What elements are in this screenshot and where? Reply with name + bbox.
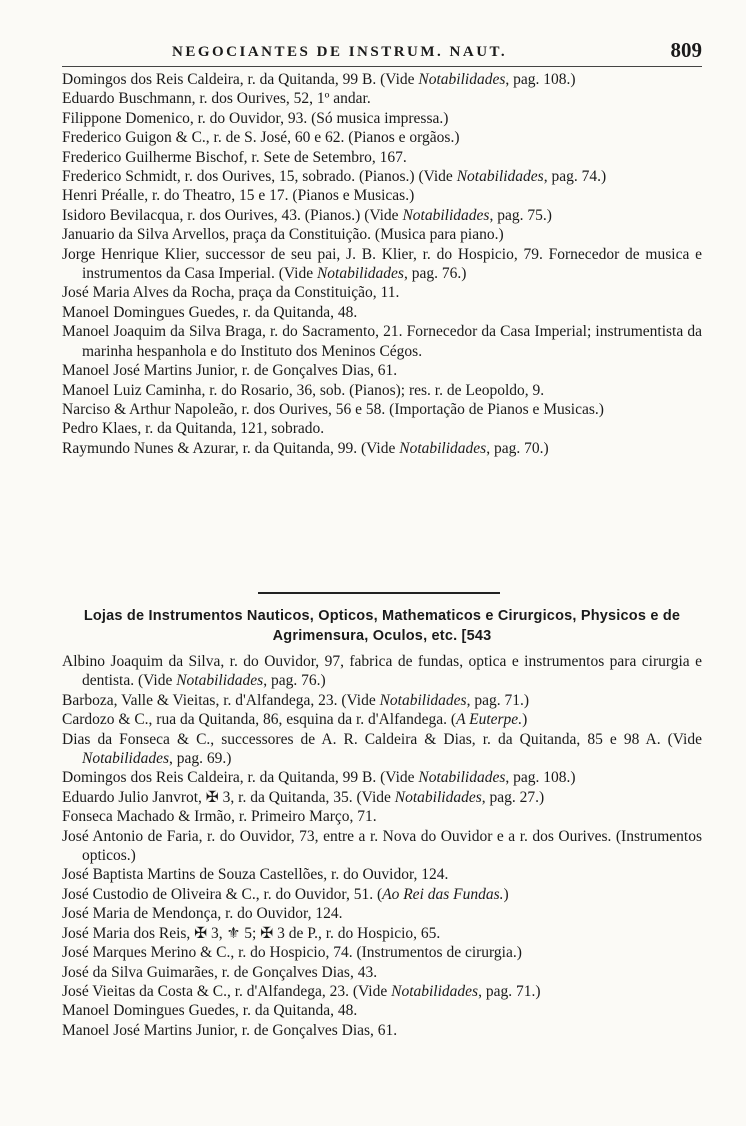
directory-entry: José Marques Merino & C., r. do Hospicio, 74. (Instrumentos de cirurgia.) <box>62 944 522 962</box>
directory-entry: Eduardo Buschmann, r. dos Ourives, 52, 1º andar. <box>62 90 371 108</box>
directory-entry: Manoel Domingues Guedes, r. da Quitanda, 48. <box>62 1002 358 1020</box>
directory-entry: Frederico Guilherme Bischof, r. Sete de Setembro, 167. <box>62 148 407 166</box>
directory-entry: José Vieitas da Costa & C., r. d'Alfandega, 23. (Vide Notabilidades, pag. 71.) <box>62 982 541 1000</box>
directory-entry: Jorge Henrique Klier, successor de seu pai, J. B. Klier, r. do Hospicio, 79. Fornecedor de musica e instrumentos da Casa Imperial. (Vide Notabilidades, pag. 76.) <box>62 245 702 283</box>
directory-entry: Frederico Guigon & C., r. de S. José, 60 e 62. (Pianos e orgãos.) <box>62 129 460 147</box>
directory-entry: José Maria dos Reis, ✠ 3, ⚜ 5; ✠ 3 de P., r. do Hospicio, 65. <box>62 924 441 942</box>
directory-entry: José Maria Alves da Rocha, praça da Constituição, 11. <box>62 284 400 302</box>
directory-entry: Narciso & Arthur Napoleão, r. dos Ourives, 56 e 58. (Importação de Pianos e Musicas.) <box>62 400 604 418</box>
directory-entry: Pedro Klaes, r. da Quitanda, 121, sobrado. <box>62 420 325 438</box>
entry-list-instrument-shops <box>62 652 702 1040</box>
section-heading: Lojas de Instrumentos Nauticos, Opticos, Mathematicos e Cirurgicos, Physicos e de Agrimensura, Oculos, etc. [543 <box>83 608 681 644</box>
page-header <box>60 38 702 68</box>
directory-entry: Manoel Luiz Caminha, r. do Rosario, 36, sob. (Pianos); res. r. de Leopoldo, 9. <box>62 381 545 399</box>
directory-entry: Albino Joaquim da Silva, r. do Ouvidor, 97, fabrica de fundas, optica e instrumentos para cirurgia e dentista. (Vide Notabilidades, pag. 76.) <box>62 653 702 690</box>
directory-entry: Raymundo Nunes & Azurar, r. da Quitanda, 99. (Vide Notabilidades, pag. 70.) <box>62 439 549 457</box>
directory-entry: Manoel José Martins Junior, r. de Gonçalves Dias, 61. <box>62 362 398 380</box>
directory-entry: Frederico Schmidt, r. dos Ourives, 15, sobrado. (Pianos.) (Vide Notabilidades, pag. 74.) <box>62 168 607 186</box>
directory-entry: José Maria de Mendonça, r. do Ouvidor, 124. <box>62 905 343 923</box>
directory-entry: Cardozo & C., rua da Quitanda, 86, esquina da r. d'Alfandega. (A Euterpe.) <box>62 711 528 729</box>
directory-entry: Domingos dos Reis Caldeira, r. da Quitanda, 99 B. (Vide Notabilidades, pag. 108.) <box>62 769 576 787</box>
directory-entry: Manoel Joaquim da Silva Braga, r. do Sacramento, 21. Fornecedor da Casa Imperial; instrumentista da marinha hespanhola e do Instituto dos Meninos Cégos. <box>62 323 702 360</box>
directory-entry: José Baptista Martins de Souza Castellões, r. do Ouvidor, 124. <box>62 866 449 884</box>
directory-entry: Domingos dos Reis Caldeira, r. da Quitanda, 99 B. (Vide Notabilidades, pag. 108.) <box>62 71 576 88</box>
directory-entry: Henri Préalle, r. do Theatro, 15 e 17. (Pianos e Musicas.) <box>62 187 415 205</box>
directory-entry: Fonseca Machado & Irmão, r. Primeiro Março, 71. <box>62 808 377 826</box>
directory-entry: Manoel José Martins Junior, r. de Gonçalves Dias, 61. <box>62 1021 398 1039</box>
directory-entry: Filippone Domenico, r. do Ouvidor, 93. (Só musica impressa.) <box>62 109 449 127</box>
directory-entry: Januario da Silva Arvellos, praça da Constituição. (Musica para piano.) <box>62 226 504 244</box>
directory-entry: Dias da Fonseca & C., successores de A. R. Caldeira & Dias, r. da Quitanda, 85 e 98 A. (Vide Notabilidades, pag. 69.) <box>62 730 702 768</box>
header-rule <box>62 66 702 67</box>
directory-entry: Manoel Domingues Guedes, r. da Quitanda, 48. <box>62 303 358 321</box>
directory-entry: Eduardo Julio Janvrot, ✠ 3, r. da Quitanda, 35. (Vide Notabilidades, pag. 27.) <box>62 788 545 806</box>
section-divider <box>258 592 500 594</box>
directory-entry: José da Silva Guimarães, r. de Gonçalves Dias, 43. <box>62 963 378 981</box>
directory-entry: José Antonio de Faria, r. do Ouvidor, 73, entre a r. Nova do Ouvidor e a r. dos Ourives. (Instrumentos opticos.) <box>62 827 702 865</box>
directory-entry: José Custodio de Oliveira & C., r. do Ouvidor, 51. (Ao Rei das Fundas.) <box>62 885 509 903</box>
entry-list-instrument-dealers <box>62 70 702 458</box>
page-number: 809 <box>670 38 702 62</box>
directory-entry: Barboza, Valle & Vieitas, r. d'Alfandega, 23. (Vide Notabilidades, pag. 71.) <box>62 691 529 709</box>
running-title: NEGOCIANTES DE INSTRUM. NAUT. <box>172 44 508 60</box>
directory-entry: Isidoro Bevilacqua, r. dos Ourives, 43. (Pianos.) (Vide Notabilidades, pag. 75.) <box>62 206 552 224</box>
